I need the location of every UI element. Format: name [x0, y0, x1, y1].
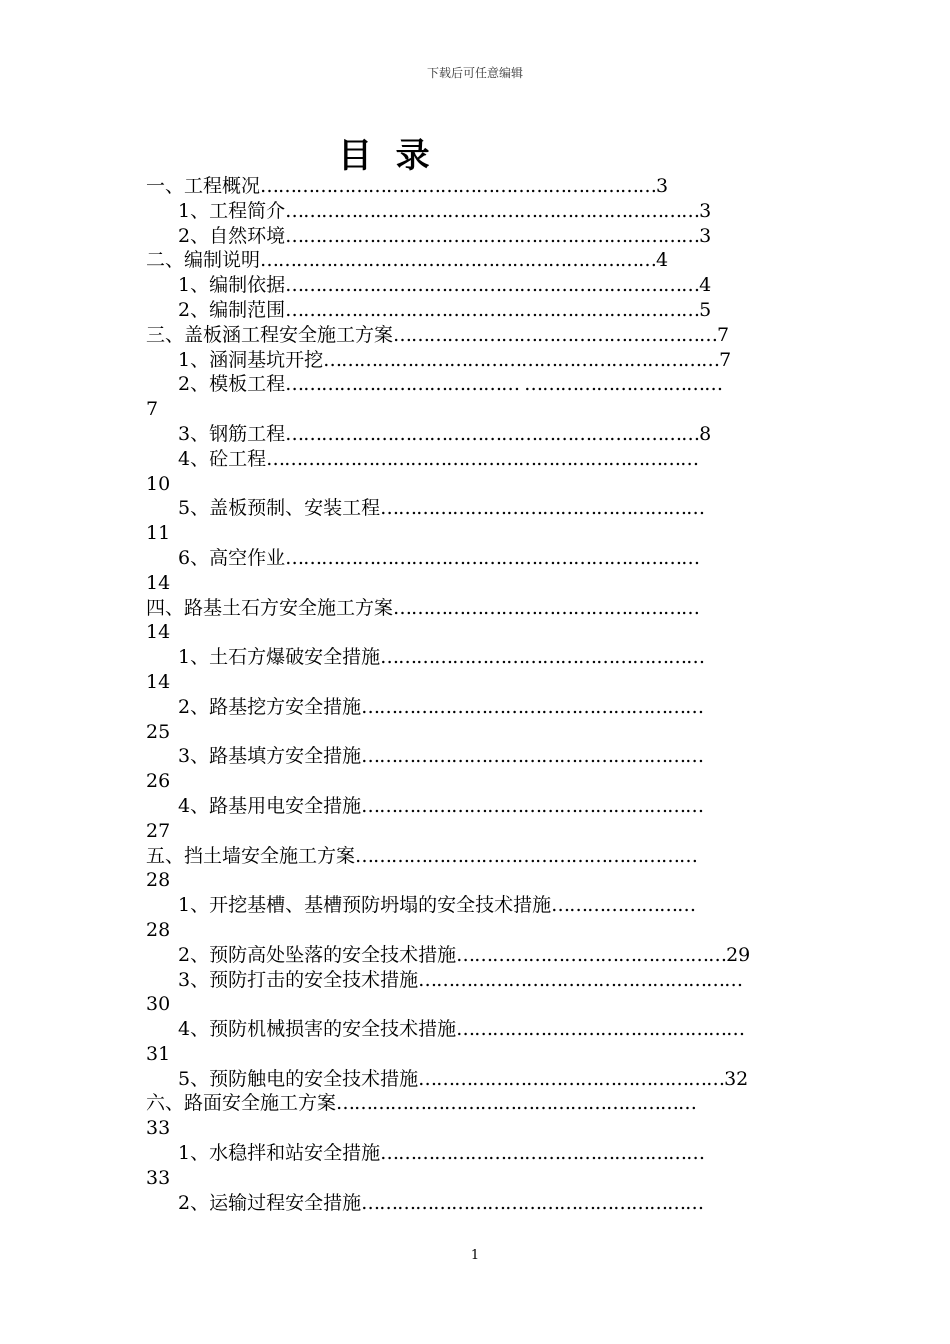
toc-entry-label: 六、路面安全施工方案: [146, 1092, 337, 1115]
toc-page-number: 33: [146, 1166, 171, 1189]
toc-page-number: 4: [656, 249, 669, 272]
toc-page-number: 7: [146, 398, 159, 421]
toc-page-number: 8: [699, 422, 712, 445]
toc-page-continuation: [146, 472, 806, 497]
toc-entry-label: 3、路基填方安全措施: [178, 745, 362, 768]
toc-leader-dots: …………………………………………: [456, 1018, 745, 1041]
toc-entry: [146, 447, 806, 472]
page-number: 1: [470, 1248, 480, 1263]
toc-page-number: 29: [726, 943, 751, 966]
toc-page-number: 14: [146, 670, 171, 693]
toc-page-number: 28: [146, 918, 171, 941]
toc-entry-label: 一、工程概况: [146, 175, 261, 197]
toc-entry-label: 3、预防打击的安全技术措施: [178, 968, 419, 991]
toc-page-number: 25: [146, 720, 171, 743]
toc-entry: [146, 1017, 806, 1042]
toc-entry-label: 2、编制范围: [178, 298, 286, 321]
toc-entry: [146, 695, 806, 720]
toc-title: 目 录: [338, 136, 430, 176]
toc-entry-label: 1、水稳拌和站安全措施: [178, 1142, 381, 1165]
toc-entry: [146, 199, 806, 224]
toc-page-continuation: [146, 397, 806, 422]
toc-leader-dots: …………………………………………………………: [260, 249, 657, 272]
toc-leader-dots: ………………………………………………: [380, 1142, 705, 1165]
toc-leader-dots: …………………………………………………: [361, 745, 704, 768]
toc-page-number: 11: [146, 522, 171, 545]
toc-entry: [146, 1141, 806, 1166]
toc-entry: [146, 422, 806, 447]
toc-entry: [146, 546, 806, 571]
toc-leader-dots: ……………………………………………………………: [285, 546, 700, 569]
toc-leader-dots: …………………………………………………: [355, 844, 698, 867]
toc-leader-dots: ………………………………… ……………………………: [285, 373, 723, 396]
toc-entry: [146, 1067, 806, 1092]
toc-leader-dots: …………………………………………………: [361, 794, 704, 817]
toc-entry-label: 二、编制说明: [146, 249, 261, 272]
toc-page-continuation: [146, 992, 806, 1017]
toc-page-number: 7: [719, 348, 732, 371]
toc-entry: [146, 744, 806, 769]
toc-leader-dots: ……………………………………………………………: [285, 224, 700, 247]
toc-page-continuation: [146, 670, 806, 695]
toc-page-number: 5: [699, 298, 712, 321]
toc-leader-dots: …………………………………………………: [361, 1191, 704, 1214]
toc-entry-label: 1、编制依据: [178, 274, 286, 297]
toc-page-number: 32: [724, 1067, 749, 1090]
toc-leader-dots: …………………………………………………………: [260, 175, 657, 197]
toc-entry: [146, 968, 806, 993]
toc-entry-label: 2、路基挖方安全措施: [178, 695, 362, 718]
toc-entry-label: 3、钢筋工程: [178, 422, 286, 445]
toc-entry-label: 4、预防机械损害的安全技术措施: [178, 1018, 457, 1041]
toc-entry-label: 2、模板工程: [178, 373, 286, 396]
toc-entry-label: 4、路基用电安全措施: [178, 794, 362, 817]
toc-leader-dots: ……………………………………………: [393, 596, 700, 619]
toc-leader-dots: ………………………………………………………………: [266, 447, 699, 470]
toc-entry: [146, 372, 806, 397]
toc-leader-dots: ……………………: [551, 894, 696, 917]
toc-entry-label: 1、开挖基槽、基槽预防坍塌的安全技术措施: [178, 894, 552, 917]
toc-page-number: 7: [717, 323, 730, 346]
toc-page-number: 31: [146, 1042, 171, 1065]
toc-page-number: 30: [146, 993, 171, 1016]
page-header: 下载后可任意编辑: [426, 66, 523, 80]
toc-page-continuation: [146, 720, 806, 745]
toc-leader-dots: ……………………………………………………: [336, 1092, 697, 1115]
toc-page-continuation: [146, 521, 806, 546]
toc-entry-label: 4、砼工程: [178, 447, 267, 470]
toc-leader-dots: ……………………………………………………………: [285, 422, 700, 445]
toc-page-number: 10: [146, 472, 171, 495]
toc-entry: [146, 844, 806, 869]
toc-page-continuation: [146, 620, 806, 645]
toc-entry: [146, 348, 806, 373]
toc-leader-dots: ………………………………………………: [380, 646, 705, 669]
toc-entry: [146, 794, 806, 819]
toc-entry-label: 6、高空作业: [178, 546, 286, 569]
toc-entry-label: 1、涵洞基坑开挖: [178, 348, 324, 371]
toc-page-continuation: [146, 1042, 806, 1067]
toc-leader-dots: ……………………………………………………………: [285, 298, 700, 321]
toc-entry: [146, 1091, 806, 1116]
toc-page-continuation: [146, 868, 806, 893]
toc-entry: [146, 298, 806, 323]
toc-entry: [146, 596, 806, 621]
toc-page-number: 33: [146, 1117, 171, 1140]
toc-leader-dots: ……………………………………………: [418, 1067, 725, 1090]
toc-leader-dots: ……………………………………………………………: [285, 274, 700, 297]
toc-entry: [146, 224, 806, 249]
toc-page-continuation: [146, 1116, 806, 1141]
toc-entry: [146, 323, 806, 348]
toc-entry: [146, 893, 806, 918]
toc-leader-dots: ………………………………………………: [380, 497, 705, 520]
toc-page-number: 3: [699, 199, 712, 222]
toc-page-number: 27: [146, 819, 171, 842]
toc-leader-dots: ………………………………………………: [393, 323, 718, 346]
toc-entry: [146, 943, 806, 968]
toc-entry-label: 2、运输过程安全措施: [178, 1191, 362, 1214]
toc-entry: [146, 1191, 806, 1216]
toc-page-continuation: [146, 571, 806, 596]
toc-leader-dots: …………………………………………………: [361, 695, 704, 718]
toc-page-number: 3: [699, 224, 712, 247]
toc-entry: [146, 174, 806, 199]
toc-entry-label: 2、自然环境: [178, 224, 286, 247]
toc-entry-label: 1、工程简介: [178, 199, 286, 222]
table-of-contents: [146, 174, 806, 1215]
toc-page-continuation: [146, 819, 806, 844]
toc-page-continuation: [146, 1166, 806, 1191]
toc-page-number: 26: [146, 770, 171, 793]
toc-page-continuation: [146, 769, 806, 794]
toc-page-number: 28: [146, 869, 171, 892]
toc-page-number: 3: [656, 175, 669, 197]
toc-entry-label: 2、预防高处坠落的安全技术措施: [178, 943, 457, 966]
toc-entry: [146, 496, 806, 521]
toc-page-number: 14: [146, 571, 171, 594]
toc-entry-label: 四、路基土石方安全施工方案: [146, 596, 394, 619]
toc-entry-label: 5、预防触电的安全技术措施: [178, 1067, 419, 1090]
toc-page-continuation: [146, 918, 806, 943]
toc-entry: [146, 645, 806, 670]
toc-leader-dots: ………………………………………………: [418, 968, 743, 991]
toc-leader-dots: …………………………………………………………: [323, 348, 720, 371]
toc-entry-label: 五、挡土墙安全施工方案: [146, 844, 356, 867]
toc-entry-label: 1、土石方爆破安全措施: [178, 646, 381, 669]
toc-entry-label: 5、盖板预制、安装工程: [178, 497, 381, 520]
toc-leader-dots: ……………………………………………………………: [285, 199, 700, 222]
toc-page-number: 4: [699, 274, 712, 297]
toc-page-number: 14: [146, 621, 171, 644]
toc-leader-dots: ………………………………………: [456, 943, 727, 966]
toc-entry-label: 三、盖板涵工程安全施工方案: [146, 323, 394, 346]
toc-entry: [146, 273, 806, 298]
toc-entry: [146, 248, 806, 273]
